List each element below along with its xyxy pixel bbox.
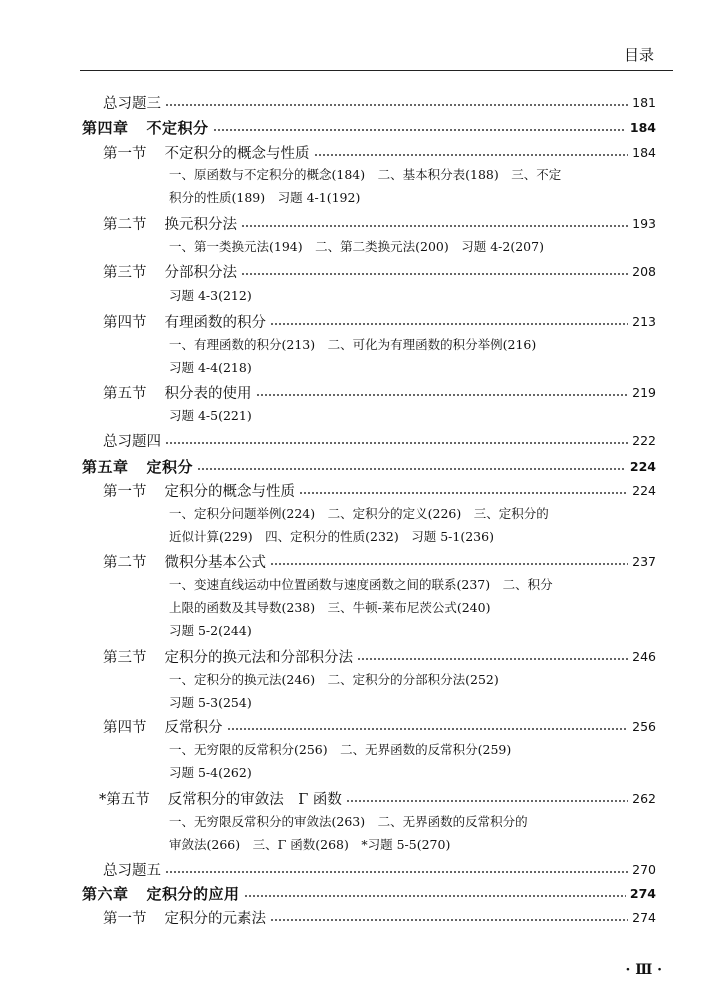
section-label: 第一节: [103, 910, 147, 927]
toc-subentry: 习题 4-4(218): [169, 360, 252, 375]
leader-dots: [165, 104, 628, 106]
chapter-label: 第四章: [82, 118, 129, 137]
toc-section-4-5[interactable]: [103, 381, 656, 403]
toc-subentry: 一、原函数与不定积分的概念(184) 二、基本积分表(188) 三、不定: [169, 167, 562, 182]
section-title: 有理函数的积分: [164, 314, 266, 331]
toc-entry-page: 224: [629, 458, 656, 474]
section-label: 第二节: [103, 216, 147, 233]
toc-entry-title: 总习题四: [103, 433, 161, 450]
section-title: 换元积分法: [164, 216, 237, 233]
section-title: 定积分的换元法和分部积分法: [164, 649, 353, 666]
toc-subentry: 一、定积分的换元法(246) 二、定积分的分部积分法(252): [169, 672, 499, 687]
leader-dots: [241, 273, 628, 275]
toc-entry-page: 274: [629, 885, 656, 901]
toc-entry-review-3[interactable]: [103, 91, 656, 113]
chapter-label: 第六章: [82, 884, 129, 903]
leader-dots: [244, 895, 626, 897]
leader-dots: [314, 154, 629, 156]
toc-entry-page: 256: [632, 718, 656, 734]
toc-section-4-4[interactable]: [103, 310, 656, 332]
toc-entry-review-5[interactable]: [103, 858, 656, 880]
toc-section-6-1[interactable]: [103, 906, 656, 928]
toc-subentry: 习题 5-4(262): [169, 765, 252, 780]
leader-dots: [227, 728, 629, 730]
toc-entry-page: 237: [632, 553, 656, 569]
section-label: 第四节: [103, 719, 147, 736]
section-label: 第三节: [103, 649, 147, 666]
leader-dots: [165, 871, 628, 873]
toc-section-4-1[interactable]: [103, 141, 656, 163]
toc-entry-page: 208: [632, 263, 656, 279]
section-title: 分部积分法: [164, 264, 237, 281]
toc-section-4-2[interactable]: [103, 212, 656, 234]
page-header-title: 目录: [623, 46, 654, 64]
chapter-title: 定积分的应用: [146, 884, 240, 903]
toc-entry-page: 213: [632, 313, 656, 329]
leader-dots: [241, 225, 628, 227]
toc-subentry: 一、无穷限的反常积分(256) 二、无界函数的反常积分(259): [169, 742, 512, 757]
chapter-title: 定积分: [146, 457, 194, 476]
toc-section-5-3[interactable]: [103, 645, 656, 667]
toc-section-4-3[interactable]: [103, 260, 656, 282]
section-title: 不定积分的概念与性质: [164, 145, 310, 162]
chapter-label: 第五章: [82, 457, 129, 476]
toc-section-5-1[interactable]: [103, 479, 656, 501]
section-title: 反常积分: [164, 719, 223, 736]
section-title: 微积分基本公式: [164, 554, 266, 571]
toc-entry-page: 222: [632, 432, 656, 448]
toc-entry-title: 总习题五: [103, 862, 161, 879]
leader-dots: [256, 394, 629, 396]
section-label: *第五节: [99, 791, 150, 808]
toc-entry-page: 184: [629, 119, 656, 135]
toc-subentry: 一、变速直线运动中位置函数与速度函数之间的联系(237) 二、积分: [169, 577, 553, 592]
toc-chapter-4[interactable]: [82, 116, 656, 138]
section-label: 第五节: [103, 385, 147, 402]
toc-entry-page: 262: [632, 790, 656, 806]
toc-subentry: 一、定积分问题举例(224) 二、定积分的定义(226) 三、定积分的: [169, 506, 549, 521]
toc-entry-review-4[interactable]: [103, 429, 656, 451]
section-label: 第一节: [103, 483, 147, 500]
section-label: 第一节: [103, 145, 147, 162]
toc-subentry: 审敛法(266) 三、Γ 函数(268) *习题 5-5(270): [169, 837, 451, 852]
toc-chapter-6[interactable]: [82, 882, 656, 904]
toc-entry-page: 219: [632, 384, 656, 400]
leader-dots: [357, 658, 628, 660]
toc-subentry: 习题 5-2(244): [169, 623, 252, 638]
leader-dots: [270, 323, 628, 325]
page-number: · Ⅲ ·: [625, 962, 662, 978]
leader-dots: [197, 468, 626, 470]
section-title: 定积分的元素法: [164, 910, 266, 927]
toc-entry-page: 224: [632, 482, 656, 498]
toc-entry-page: 246: [632, 648, 656, 664]
toc-entry-page: 274: [632, 909, 656, 925]
toc-subentry: 一、无穷限反常积分的审敛法(263) 二、无界函数的反常积分的: [169, 814, 528, 829]
toc-subentry: 一、有理函数的积分(213) 二、可化为有理函数的积分举例(216): [169, 337, 537, 352]
section-label: 第二节: [103, 554, 147, 571]
toc-subentry: 习题 4-5(221): [169, 408, 252, 423]
leader-dots: [299, 492, 628, 494]
toc-subentry: 习题 5-3(254): [169, 695, 252, 710]
section-label: 第三节: [103, 264, 147, 281]
leader-dots: [346, 800, 628, 802]
section-title: 积分表的使用: [164, 385, 252, 402]
toc-subentry: 积分的性质(189) 习题 4-1(192): [169, 190, 361, 205]
toc-section-5-4[interactable]: [103, 715, 656, 737]
leader-dots: [270, 563, 628, 565]
toc-entry-page: 270: [632, 861, 656, 877]
toc-entry-page: 184: [632, 144, 656, 160]
toc-section-5-5[interactable]: [99, 787, 656, 809]
toc-subentry: 一、第一类换元法(194) 二、第二类换元法(200) 习题 4-2(207): [169, 239, 544, 254]
leader-dots: [213, 129, 626, 131]
section-label: 第四节: [103, 314, 147, 331]
toc-chapter-5[interactable]: [82, 455, 656, 477]
toc-entry-title: 总习题三: [103, 95, 161, 112]
toc-entry-page: 193: [632, 215, 656, 231]
toc-subentry: 上限的函数及其导数(238) 三、牛顿-莱布尼茨公式(240): [169, 600, 491, 615]
section-title: 反常积分的审敛法 Γ 函数: [167, 791, 342, 808]
section-title: 定积分的概念与性质: [164, 483, 295, 500]
toc-section-5-2[interactable]: [103, 550, 656, 572]
chapter-title: 不定积分: [146, 118, 209, 137]
toc-subentry: 近似计算(229) 四、定积分的性质(232) 习题 5-1(236): [169, 529, 494, 544]
toc-subentry: 习题 4-3(212): [169, 288, 252, 303]
leader-dots: [270, 919, 628, 921]
leader-dots: [165, 442, 628, 444]
toc-entry-page: 181: [632, 94, 656, 110]
